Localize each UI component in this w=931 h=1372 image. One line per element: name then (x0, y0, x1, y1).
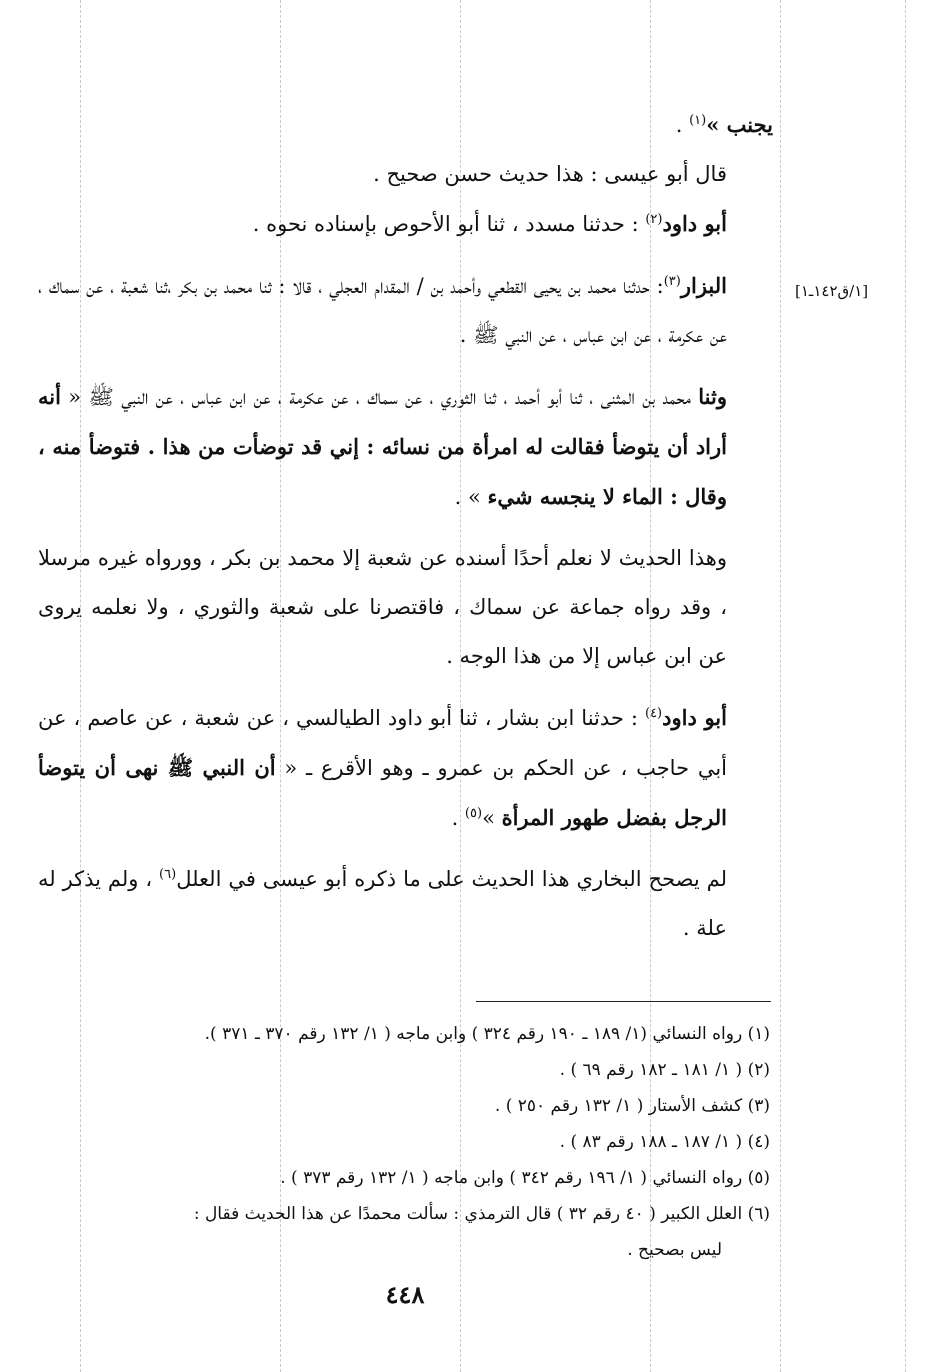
hadith-text: أن النبي ﷺ نهى أن يتوضأ الرجل بفضل طهور المرأة (38, 755, 727, 830)
paragraph-0 (38, 100, 773, 150)
scan-guide-line (780, 0, 781, 1372)
paragraph-6 (38, 693, 773, 843)
main-text (38, 100, 773, 953)
text: ، ولم يذكر له علة . (38, 867, 727, 940)
text-bold: أبو داود (662, 211, 727, 236)
footnote-marker: (٤) (644, 706, 663, 721)
footnote-marker: (٣) (663, 274, 681, 289)
footnote-6: (٦) العلل الكبير ( ٤٠ رقم ٣٢ ) قال الترمذي : سألت محمدًا عن هذا الحديث فقال : (193, 1204, 770, 1224)
text: . (675, 113, 690, 137)
text: » . (454, 485, 488, 509)
text: قال أبو عيسى : هذا حديث حسن صحيح . (373, 162, 727, 186)
text-bold: وثنا (698, 384, 727, 409)
text: لم يصحح البخاري هذا الحديث على ما ذكره أبو عيسى في العلل (176, 867, 727, 891)
footnotes (40, 1016, 770, 1268)
footnote-6-continuation: ليس بصحيح . (627, 1240, 722, 1260)
footnote-5: (٥) رواه النسائي ( ١/ ١٩٦ رقم ٣٤٢ ) وابن ماجه ( ١/ ١٣٢ رقم ٣٧٣ ) . (280, 1168, 770, 1188)
paragraph-1 (38, 150, 773, 199)
paragraph-7 (38, 855, 773, 953)
text-bold: أبو داود (662, 705, 727, 730)
text: . (451, 806, 465, 830)
footnote-4: (٤) ( ١/ ١٨٧ ـ ١٨٨ رقم ٨٣ ) . (559, 1132, 770, 1152)
text-bold: يجنب » (706, 112, 773, 137)
page-number: ٤٤٨ (385, 1280, 425, 1309)
text-bold: البزار (680, 273, 727, 298)
footnote-1: (١) رواه النسائي (١/ ١٨٩ ـ ١٩٠ رقم ٣٢٤ ) وابن ماجه ( ١/ ١٣٢ رقم ٣٧٠ ـ ٣٧١ ). (204, 1024, 770, 1044)
text: وهذا الحديث لا نعلم أحدًا أسنده عن شعبة إلا محمد بن بكر ، وورواه غيره مرسلا ، وقد رواه جماعة عن سماك ، فاقتصرنا على شعبة والثوري ، ولا نعلمه يروى عن ابن عباس إلا من هذا الوجه . (38, 546, 727, 668)
text: : حدثنا محمد بن يحيى القطعي وأحمد بن / المقدام العجلي ، قالا : ثنا محمد بن بكر ،ثنا شعبة ، عن سماك ، عن عكرمة ، عن ابن عباس ، عن النبي ﷺ . (38, 274, 727, 347)
footnote-3: (٣) كشف الأستار ( ١/ ١٣٢ رقم ٢٥٠ ) . (494, 1096, 770, 1116)
paragraph-4 (38, 372, 773, 522)
text: محمد بن المثنى ، ثنا أبو أحمد ، ثنا الثوري ، عن سماك ، عن عكرمة ، عن ابن عباس ، عن النبي ﷺ « (60, 385, 699, 409)
text: : حدثنا مسدد ، ثنا أبو الأحوص بإسناده نحوه . (252, 212, 646, 236)
paragraph-5 (38, 534, 773, 681)
footnote-marker: (٢) (645, 212, 663, 227)
footnote-2: (٢) ( ١/ ١٨١ ـ ١٨٢ رقم ٦٩ ) . (559, 1060, 770, 1080)
hadith-text: أنه أراد أن يتوضأ فقالت له امرأة من نسائه : إني قد توضأت من هذا . فتوضأ منه ، وقال : الماء لا ينجسه شيء (38, 384, 727, 509)
margin-manuscript-reference: [١/ق١٤٢ـ١] (795, 282, 869, 300)
footnote-separator (476, 1001, 771, 1002)
footnote-marker: (٦) (159, 867, 177, 882)
paragraph-3 (38, 261, 773, 360)
footnote-marker: (١) (689, 113, 707, 128)
paragraph-2 (38, 199, 773, 249)
footnote-marker: (٥) (464, 806, 483, 821)
text: : حدثنا ابن بشار ، ثنا أبو داود الطيالسي ، عن شعبة ، عن عاصم ، عن أبي حاجب ، عن الحكم بن عمرو ـ وهو الأقرع ـ « (38, 706, 728, 780)
scan-guide-line (905, 0, 906, 1372)
text: » (482, 806, 502, 830)
